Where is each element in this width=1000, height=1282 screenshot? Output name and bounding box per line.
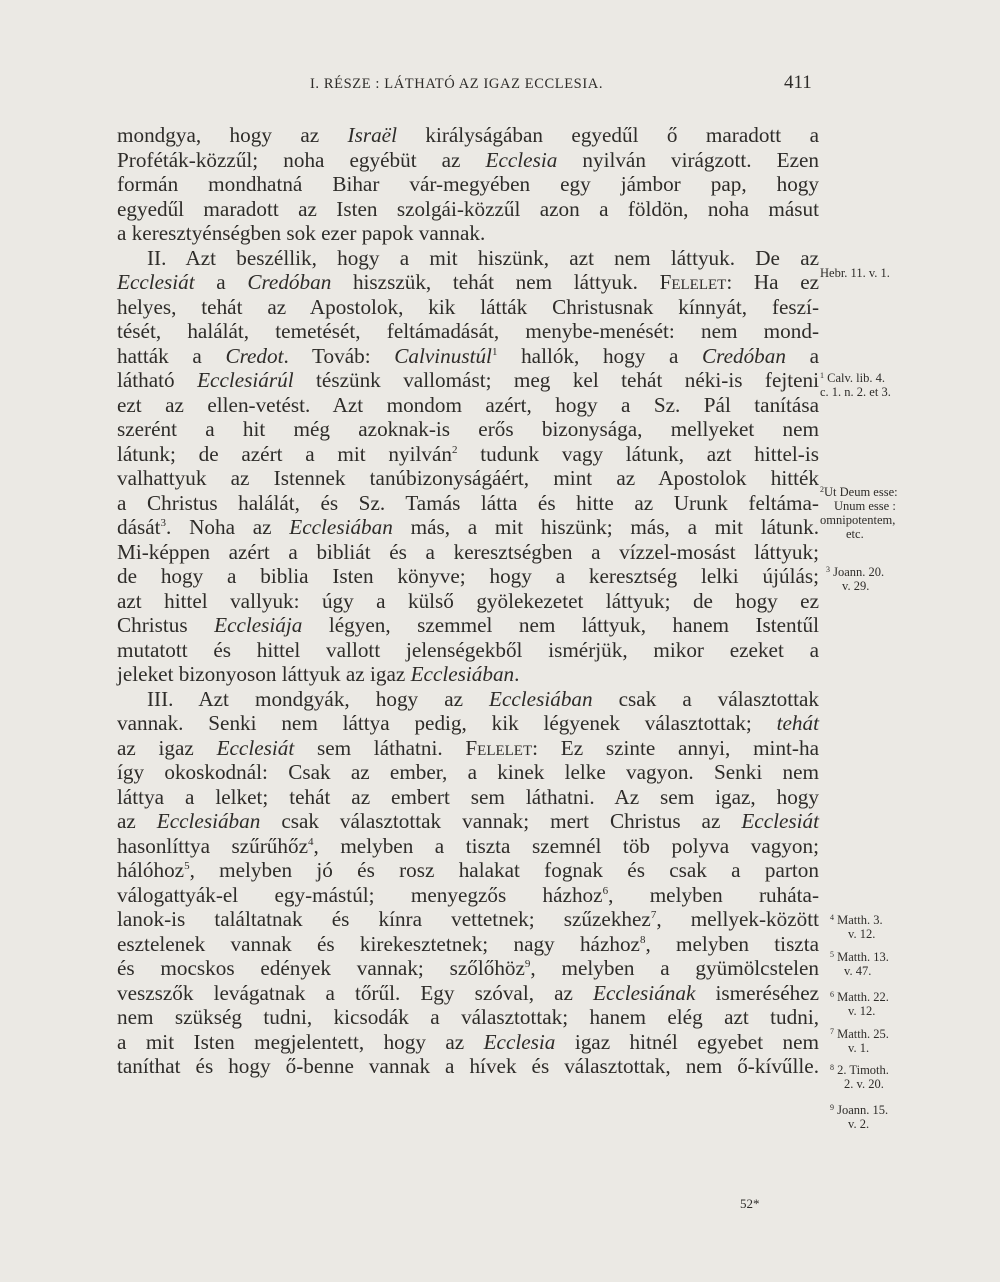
text-line: Proféták-közzűl; noha egyébüt az Ecclesia nyilván virágzott. Ezen bbox=[117, 147, 820, 172]
text-line: az Ecclesiában csak választottak vannak; mert Christus az Ecclesiát bbox=[117, 809, 819, 833]
text-line: Ecclesiát a Credóban hiszszük, tehát nem láttyuk. Felelet: Ha ez bbox=[117, 270, 820, 294]
text-line: látható Ecclesiárúl tészünk vallomást; meg kel tehát néki-is fejteni bbox=[117, 368, 820, 392]
text-line: tését, halálát, temetését, feltámadását, menybe-menését: nem mond- bbox=[117, 319, 819, 343]
margin-note: $^9$ Joann. 15. v. 2. bbox=[830, 1103, 889, 1131]
text-line: de hogy a biblia Isten könyve; hogy a keresztség lelki újúlás; bbox=[117, 564, 819, 588]
text-line: hálóhoz$^5$, melyben jó és rosz halakat fognak és csak a parton bbox=[117, 858, 819, 882]
margin-note: $^2$Ut Deum esse: Unum esse : omnipotentem, etc. bbox=[820, 485, 898, 541]
text-line: veszszők levágatnak a tőrűl. Egy szóval, az Ecclesiának ismeréséhez bbox=[117, 980, 819, 1005]
text-line: nem szükség tudni, kicsodák a választottak; hanem elég azt tudni, bbox=[117, 1005, 819, 1029]
margin-note: $^7$ Matth. 25. v. 1. bbox=[830, 1027, 889, 1055]
text-line: valhattyuk az Istennek tanúbizonyságáért, mint az Apostolok hitték bbox=[117, 466, 819, 490]
text-line: dását$^3$. Noha az Ecclesiában más, a mit hiszünk; más, a mit látunk. bbox=[117, 515, 819, 539]
text-line: a keresztyénségben sok ezer papok vannak. bbox=[117, 221, 486, 245]
text-line: a Christus halálát, és Sz. Tamás látta és hitte az Urunk feltáma- bbox=[117, 490, 819, 515]
signature-mark: 52* bbox=[740, 1196, 760, 1211]
margin-note: Hebr. 11. v. 1. bbox=[820, 266, 890, 280]
text-line: látunk; de azért a mit nyilván$^2$ tudunk vagy látunk, azt hittel-is bbox=[117, 441, 819, 466]
margin-note: $^1$ Calv. lib. 4. c. 1. n. 2. et 3. bbox=[820, 371, 891, 399]
text-line: vannak. Senki nem láttya pedig, kik légyenek választottak; tehát bbox=[117, 711, 819, 735]
page-number: 411 bbox=[784, 72, 812, 93]
text-line: III. Azt mondgyák, hogy az Ecclesiában csak a választottak bbox=[147, 686, 819, 711]
text-line: II. Azt beszéllik, hogy a mit hiszünk, azt nem láttyuk. De az bbox=[147, 245, 819, 270]
text-line: lanok-is találtatnak és kínra vettetnek; szűzekhez$^7$, mellyek-között bbox=[117, 907, 820, 931]
text-line: mondgya, hogy az Israël királyságában egyedűl ő maradott a bbox=[117, 123, 819, 147]
text-line: formán mondhatná Bihar vár-megyében egy jámbor pap, hogy bbox=[117, 172, 819, 196]
text-line: a mit Isten megjelentett, hogy az Ecclesia igaz hitnél egyebet nem bbox=[117, 1029, 819, 1054]
text-line: láttya a lelket; tehát az embert sem láthatni. Az sem igaz, hogy bbox=[117, 784, 819, 809]
margin-note: $^6$ Matth. 22. v. 12. bbox=[830, 990, 889, 1018]
text-line: egyedűl maradott az Isten szolgái-közzűl azon a földön, noha másut bbox=[117, 196, 819, 221]
text-line: és mocskos edények vannak; szőlőhöz$^9$, melyben a gyümölcstelen bbox=[117, 956, 819, 980]
text-line: szerént a hit még azoknak-is erős bizonysága, mellyeket nem bbox=[117, 417, 819, 441]
text-line: az igaz Ecclesiát sem láthatni. Felelet: Ez szinte annyi, mint-ha bbox=[117, 735, 819, 760]
text-line: ezt az ellen-vetést. Azt mondom azért, hogy a Sz. Pál tanítása bbox=[117, 392, 819, 417]
text-line: hatták a Credot. Továb: Calvinustúl$^1$ hallók, hogy a Credóban a bbox=[117, 343, 820, 368]
running-title: I. RÉSZE : LÁTHATÓ AZ IGAZ ECCLESIA. bbox=[310, 76, 604, 92]
margin-note: $^5$ Matth. 13. v. 47. bbox=[830, 950, 889, 978]
text-line: jeleket bizonyoson láttyuk az igaz Ecclesiában. bbox=[117, 662, 520, 686]
text-line: Christus Ecclesiája légyen, szemmel nem láttyuk, hanem Istentűl bbox=[117, 613, 819, 637]
text-line: így okoskodnál: Csak az ember, a kinek lelke vagyon. Senki nem bbox=[117, 760, 819, 784]
text-line: taníthat és hogy ő-benne vannak a hívek és választottak, nem ő-kívűlle. bbox=[117, 1054, 819, 1078]
margin-note: $^8$ 2. Timoth. 2. v. 20. bbox=[830, 1063, 889, 1091]
margin-note: $^3$ Joann. 20. v. 29. bbox=[826, 565, 885, 593]
text-line: azt hittel vallyuk: úgy a külső gyölekezetet láttyuk; de hogy ez bbox=[117, 588, 819, 613]
text-line: helyes, tehát az Apostolok, kik látták Christusnak kínnyát, feszí- bbox=[117, 294, 819, 319]
main-text bbox=[117, 123, 819, 1079]
text-line: Mi-képpen azért a bibliát és a keresztségben a vízzel-mosást láttyuk; bbox=[117, 539, 819, 564]
text-line: mutatott és hittel vallott jelenségekből ismérjük, mikor ezeket a bbox=[117, 637, 819, 662]
text-line: hasonlíttya szűrűhőz$^4$, melyben a tiszta szemnél töb polyva vagyon; bbox=[117, 833, 819, 858]
text-line: válogattyák-el egy-mástúl; menyegzős házhoz$^6$, melyben ruháta- bbox=[117, 882, 819, 907]
margin-note: $^4$ Matth. 3. v. 12. bbox=[830, 913, 883, 941]
text-line: esztelenek vannak és kirekesztetnek; nagy házhoz$^8$, melyben tiszta bbox=[117, 931, 820, 956]
